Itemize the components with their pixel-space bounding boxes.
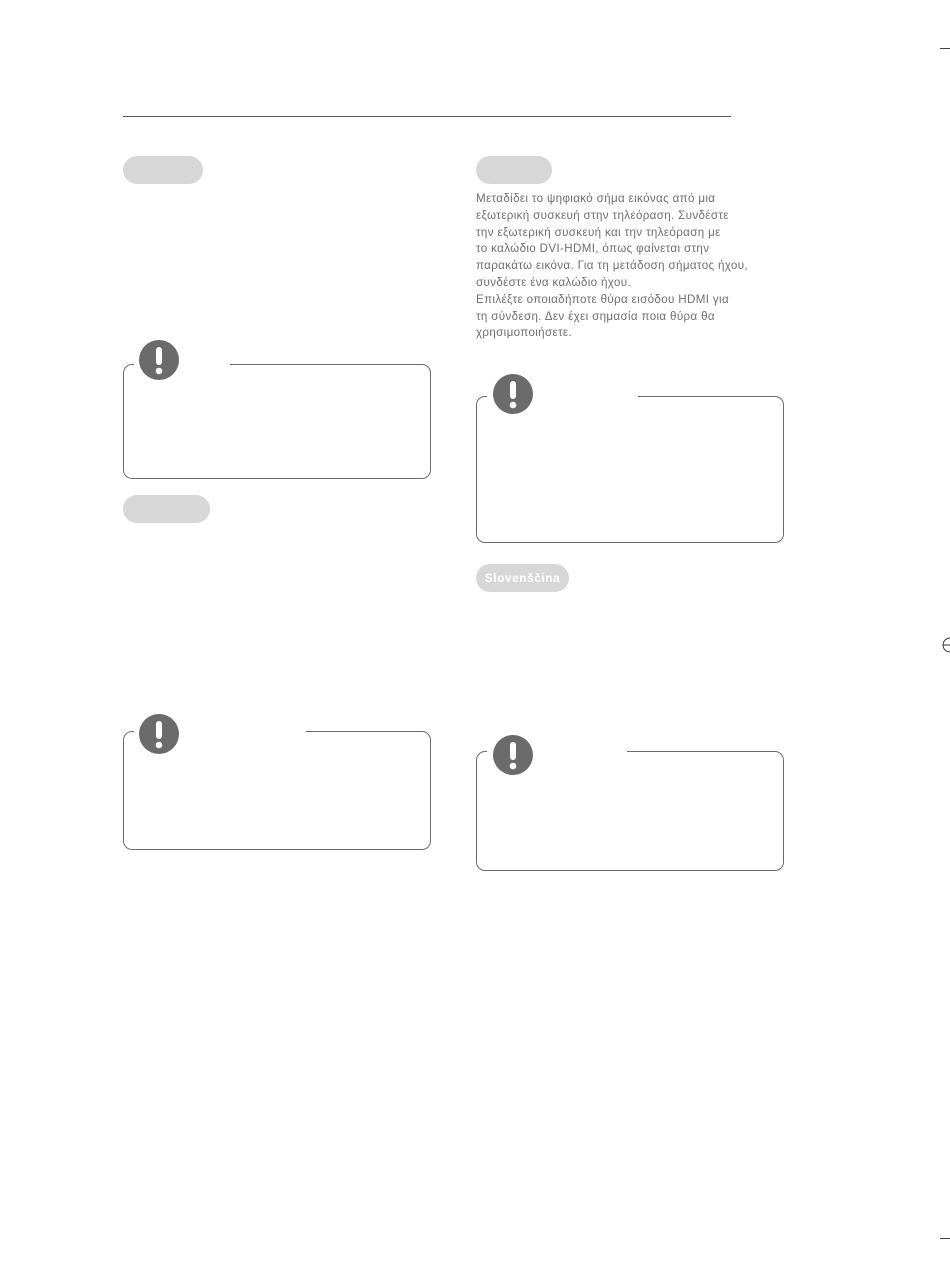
paragraph-line: χρησιμοποιήσετε.: [476, 326, 573, 340]
exclamation-icon: [493, 374, 533, 414]
section-label-right-1: [476, 156, 552, 184]
paragraph-line: Μεταδίδει το ψηφιακό σήμα εικόνας από μια: [476, 192, 716, 205]
section-body-text: [476, 191, 806, 342]
section-label-left-1: [123, 156, 203, 184]
crop-mark: [940, 1238, 950, 1239]
paragraph-line: την εξωτερική συσκευή και την τηλεόραση με: [476, 225, 721, 239]
exclamation-icon: [139, 714, 179, 754]
crop-mark: [940, 48, 950, 49]
paragraph-line: παρακάτω εικόνα. Για τη μετάδοση σήματος ήχου,: [476, 259, 748, 273]
exclamation-icon: [493, 735, 533, 775]
section-label-left-2: [123, 495, 210, 523]
paragraph-line: τη σύνδεση. Δεν έχει σημασία ποια θύρα θα: [476, 309, 715, 323]
paragraph-line: Επιλέξτε οποιαδήποτε θύρα εισόδου HDMI για: [476, 292, 730, 306]
note-box-left-1: [123, 364, 431, 479]
paragraph-line: το καλώδιο DVI-HDMI, όπως φαίνεται στην: [476, 242, 710, 256]
paragraph-line: συνδέστε ένα καλώδιο ήχου.: [476, 275, 631, 289]
section-label-right-2: Slovenščina: [476, 564, 569, 592]
note-box-right-1: [476, 396, 784, 543]
exclamation-icon: [139, 340, 179, 380]
crosshair-mark-icon: [942, 636, 950, 659]
header-rule: [123, 116, 731, 117]
paragraph-line: εξωτερική συσκευή στην τηλεόραση. Συνδέστε: [476, 208, 729, 222]
